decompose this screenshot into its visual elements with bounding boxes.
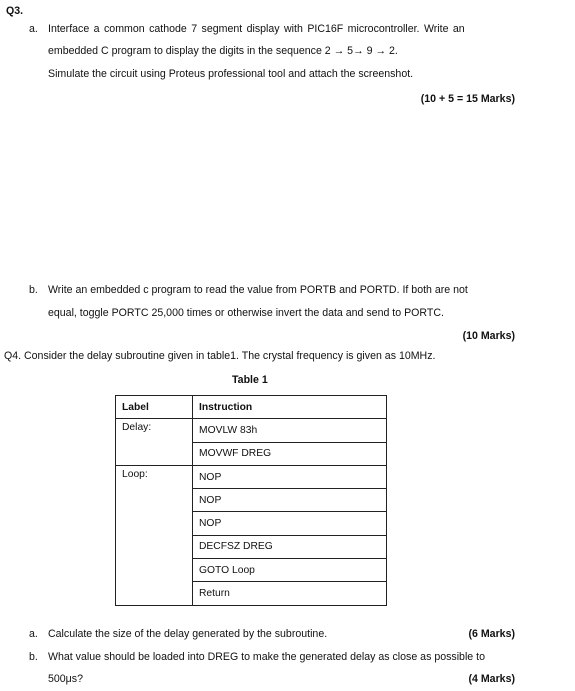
q3b-line1: Write an embedded c program to read the value from PORTB and PORTD. If both are not — [48, 284, 468, 296]
q3a-marks: (10 + 5 = 15 Marks) — [420, 93, 515, 105]
q3b-line2: equal, toggle PORTC 25,000 times or otherwise invert the data and send to PORTC. — [48, 307, 444, 319]
q3-heading: Q3. — [6, 5, 24, 17]
table-header-label: Label — [116, 396, 193, 419]
delay-subroutine-table — [115, 395, 387, 606]
q4a-text: Calculate the size of the delay generated by the subroutine. — [48, 628, 328, 640]
q4b-line1: What value should be loaded into DREG to make the generated delay as close as possible to — [48, 651, 485, 663]
table-cell-label: Delay: — [116, 419, 193, 466]
table-cell-label: Loop: — [116, 465, 193, 605]
table-title: Table 1 — [232, 374, 268, 386]
table-cell-instruction: GOTO Loop — [193, 559, 387, 582]
q3a-line3: Simulate the circuit using Proteus professional tool and attach the screenshot. — [48, 68, 414, 80]
q3a-letter: a. — [29, 23, 38, 35]
table-cell-instruction: NOP — [193, 512, 387, 535]
q3a-line2: embedded C program to display the digits in the sequence 2 → 5→ 9 → 2. — [48, 45, 398, 57]
table-cell-instruction: MOVWF DREG — [193, 442, 387, 465]
q4b-marks: (4 Marks) — [468, 673, 515, 685]
q3b-letter: b. — [29, 284, 38, 296]
table-header-row — [116, 396, 387, 419]
table-cell-instruction: DECFSZ DREG — [193, 535, 387, 558]
q3b-marks: (10 Marks) — [462, 330, 515, 342]
q4a-marks: (6 Marks) — [468, 628, 515, 640]
q3a-line1: Interface a common cathode 7 segment display with PIC16F microcontroller. Write an — [48, 23, 465, 35]
q4a-letter: a. — [29, 628, 38, 640]
table-cell-instruction: NOP — [193, 465, 387, 488]
table-row — [116, 419, 387, 442]
q4b-line2: 500μs? — [48, 673, 83, 685]
table-cell-instruction: NOP — [193, 489, 387, 512]
table-cell-instruction: MOVLW 83h — [193, 419, 387, 442]
table-row — [116, 465, 387, 488]
q4-intro: Q4. Consider the delay subroutine given in table1. The crystal frequency is given as 10MHz. — [4, 350, 436, 362]
q4b-letter: b. — [29, 651, 38, 663]
table-cell-instruction: Return — [193, 582, 387, 605]
table-header-instruction: Instruction — [193, 396, 387, 419]
